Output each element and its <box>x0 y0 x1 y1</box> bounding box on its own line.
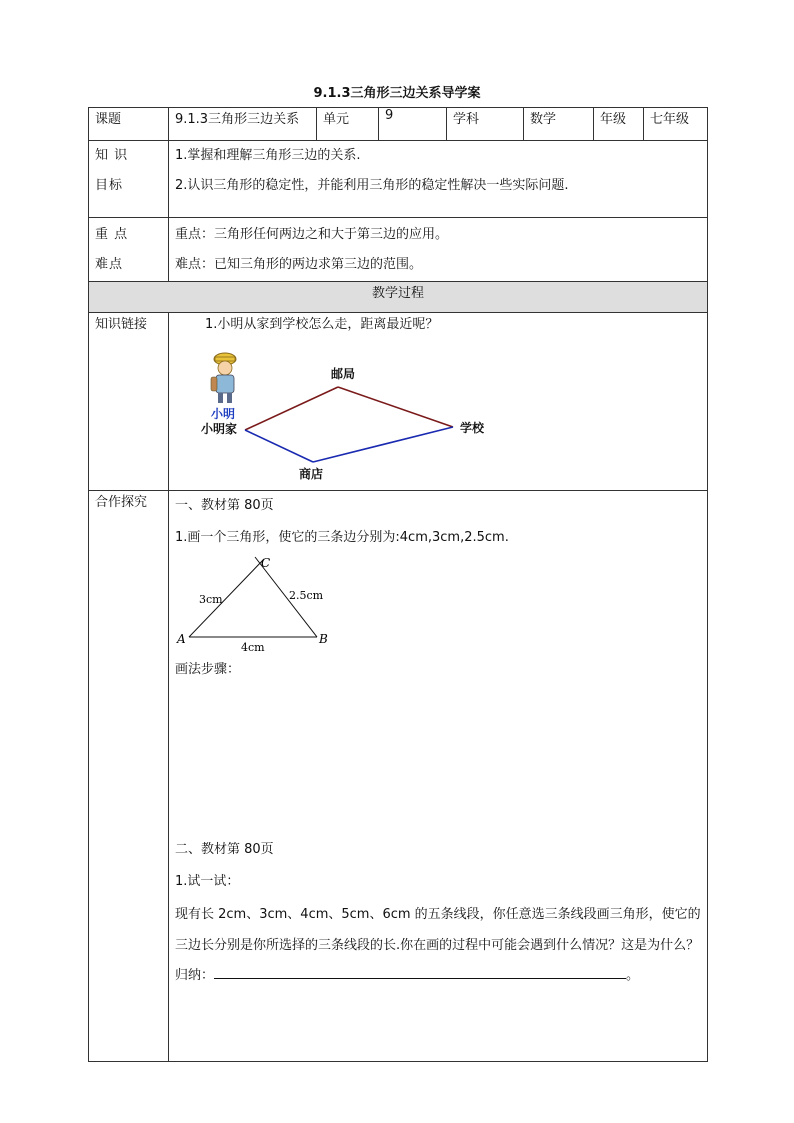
cooperation-row <box>89 491 708 1062</box>
process-header-row <box>89 282 708 313</box>
difficult-point-text: 难点：已知三角形的两边求第三边的范围。 <box>175 257 423 272</box>
summary-end: 。 <box>626 968 640 983</box>
subject-value: 数学 <box>524 108 594 141</box>
person-label: 小明 <box>211 407 236 421</box>
keypoints-row <box>89 218 708 282</box>
summary-label: 归纳： <box>175 968 215 983</box>
header-row <box>89 108 708 141</box>
steps-label: 画法步骤： <box>175 662 241 677</box>
route-post-school <box>338 387 453 427</box>
try-text: 现有长 2cm、3cm、4cm、5cm、6cm 的五条线段，你任意选三条线段画三角形，使它的三边长分别是你所选择的三条线段的长.你在画的过程中可能会遇到什么情况？这是为什么？ <box>175 907 701 953</box>
objectives-row <box>89 141 708 218</box>
summary-blank[interactable] <box>214 965 626 979</box>
objectives-label-line2: 目标 <box>95 178 124 193</box>
knowledge-link-label: 知识链接 <box>89 313 169 491</box>
grade-value: 七年级 <box>644 108 708 141</box>
knowledge-question: 1.小明从家到学校怎么走，距离最近呢？ <box>205 317 439 332</box>
page-title: 9.1.3三角形三边关系导学案 <box>313 86 481 101</box>
knowledge-link-content <box>169 313 708 491</box>
try-label: 1.试一试： <box>175 874 240 889</box>
summary-line <box>175 961 701 991</box>
objectives-label-line1: 知 识 <box>95 148 129 163</box>
objective-item: 1.掌握和理解三角形三边的关系. <box>175 148 361 163</box>
keypoints-content <box>169 218 708 282</box>
route-shop-school <box>313 427 453 462</box>
section1-task: 1.画一个三角形，使它的三条边分别为:4cm,3cm,2.5cm. <box>175 530 509 545</box>
unit-label: 单元 <box>317 108 379 141</box>
vertex-b: B <box>319 632 328 646</box>
section1-title: 一、教材第 80页 <box>175 498 274 513</box>
home-label: 小明家 <box>201 422 238 436</box>
process-header: 教学过程 <box>89 282 708 313</box>
lesson-table <box>88 107 708 1062</box>
cooperation-label: 合作探究 <box>89 491 169 1062</box>
grade-label: 年级 <box>594 108 644 141</box>
unit-value: 9 <box>379 108 447 141</box>
key-point-text: 重点：三角形任何两边之和大于第三边的应用。 <box>175 227 449 242</box>
side-bc-label: 2.5cm <box>289 589 324 602</box>
objective-item: 2.认识三角形的稳定性，并能利用三角形的稳定性解决一些实际问题. <box>175 178 569 193</box>
subject-label: 学科 <box>447 108 524 141</box>
cooperation-content <box>169 491 708 1062</box>
vertex-c: C <box>261 556 271 570</box>
vertex-a: A <box>177 632 186 646</box>
section2-title: 二、教材第 80页 <box>175 842 274 857</box>
route-home-post <box>245 387 338 430</box>
triangle-figure <box>177 555 347 655</box>
keypoints-label-line2: 难点 <box>95 257 124 272</box>
topic-label: 课题 <box>89 108 169 141</box>
post-office-label: 邮局 <box>331 367 356 381</box>
topic-value: 9.1.3三角形三边关系 <box>169 108 317 141</box>
route-home-shop <box>245 430 313 462</box>
shop-label: 商店 <box>299 467 324 481</box>
keypoints-label <box>89 218 169 282</box>
objectives-label <box>89 141 169 218</box>
boy-icon <box>211 353 236 403</box>
keypoints-label-line1: 重 点 <box>95 227 129 242</box>
school-label: 学校 <box>460 421 485 435</box>
objectives-content <box>169 141 708 218</box>
knowledge-link-row <box>89 313 708 491</box>
side-ab-label: 4cm <box>241 641 265 654</box>
side-ac-label: 3cm <box>199 593 223 606</box>
route-figure <box>201 347 535 487</box>
